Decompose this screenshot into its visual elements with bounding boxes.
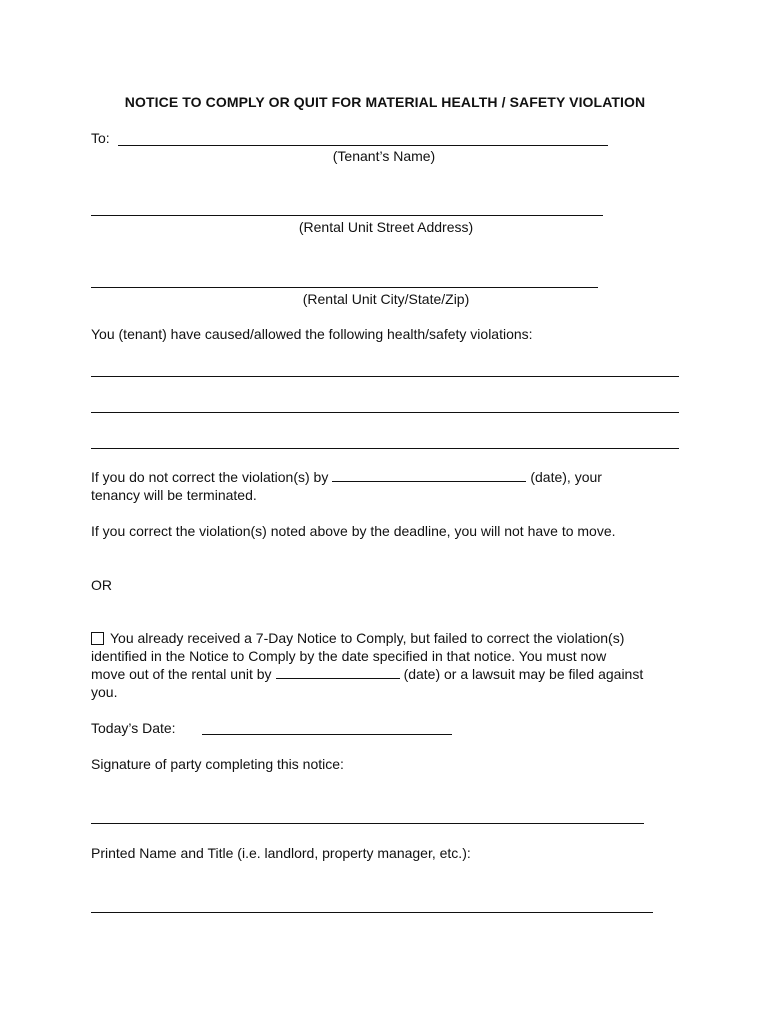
city-state-zip-field[interactable] — [91, 287, 598, 288]
already-received-line-4: you. — [91, 684, 118, 700]
violation-line-3[interactable] — [91, 448, 679, 449]
document-title: NOTICE TO COMPLY OR QUIT FOR MATERIAL HEALTH / SAFETY VIOLATION — [124, 94, 646, 110]
to-label: To: — [91, 130, 110, 146]
correct-by-line — [91, 468, 602, 486]
signature-label: Signature of party completing this notice: — [91, 756, 344, 772]
deadline-text: If you correct the violation(s) noted above by the deadline, you will not have to move. — [91, 523, 616, 539]
move-out-suffix: (date) or a lawsuit may be filed against — [403, 666, 644, 682]
tenant-name-caption: (Tenant’s Name) — [332, 148, 436, 164]
correct-by-line-2: tenancy will be terminated. — [91, 487, 257, 503]
todays-date-field[interactable] — [202, 734, 452, 735]
signature-field[interactable] — [91, 823, 644, 824]
street-address-field[interactable] — [91, 215, 603, 216]
printed-name-label: Printed Name and Title (i.e. landlord, property manager, etc.): — [91, 845, 471, 861]
tenant-name-field[interactable] — [118, 145, 608, 146]
already-received-line-3 — [91, 665, 643, 683]
city-state-zip-caption: (Rental Unit City/State/Zip) — [302, 291, 470, 307]
violation-line-1[interactable] — [91, 376, 679, 377]
already-received-checkbox[interactable] — [91, 632, 104, 645]
correct-by-prefix: If you do not correct the violation(s) by — [91, 469, 329, 485]
correct-by-date-field[interactable] — [332, 469, 526, 482]
violation-line-2[interactable] — [91, 412, 679, 413]
street-address-caption: (Rental Unit Street Address) — [298, 219, 474, 235]
already-received-line-2: identified in the Notice to Comply by the date specified in that notice. You must now — [91, 648, 607, 664]
already-received-text-1: You already received a 7-Day Notice to Comply, but failed to correct the violation(s) — [110, 630, 625, 646]
or-text: OR — [91, 577, 112, 593]
violations-intro: You (tenant) have caused/allowed the following health/safety violations: — [91, 326, 533, 342]
move-out-prefix: move out of the rental unit by — [91, 666, 272, 682]
already-received-line-1 — [91, 629, 624, 647]
todays-date-label: Today’s Date: — [91, 720, 176, 736]
move-out-date-field[interactable] — [276, 666, 400, 679]
correct-by-suffix: (date), your — [530, 469, 602, 485]
printed-name-field[interactable] — [91, 912, 653, 913]
